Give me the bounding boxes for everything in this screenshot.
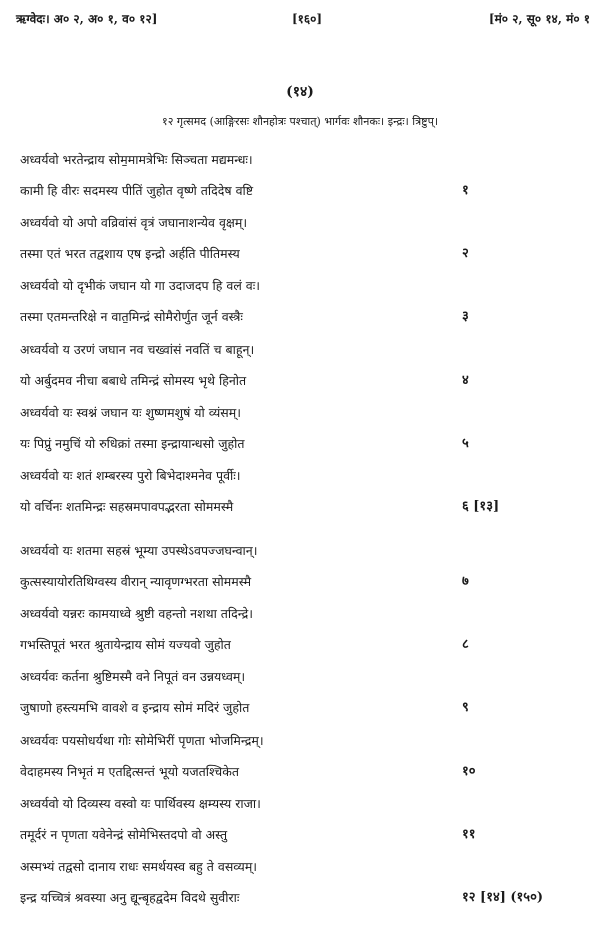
verse-number: ८ <box>462 637 469 652</box>
verse-line-second: जुषाणो हस्त्यमभि वावशे व इन्द्राय सोमं मदिरं जुहोत <box>20 700 250 715</box>
verse-line-second: तस्मा एतमन्तरिक्षे न वात॒मिन्द्रं सोमैरोर्णुत जूर्न वस्त्रैः <box>20 309 243 324</box>
verse-line-first: अध्वर्यवः पयसोधर्यथा गोः सोमेभिरीं पृणता भोजमिन्द्रम्। <box>20 733 264 748</box>
verse-number: ३ <box>462 309 469 324</box>
verse-line-first: अध्वर्यवो यन्नरः कामयाध्वे श्रुष्टी वहन्तो नशथा तदिन्द्रे। <box>20 606 254 621</box>
verse-line-second: तस्मा एतं भरत तद्वशाय एष इन्द्रो अर्हति पीतिमस्य <box>20 246 240 261</box>
verse-line-first: अध्वर्यवो यो दिव्यस्य वस्वो यः पार्थिवस्य क्षम्यस्य राजा। <box>20 796 261 811</box>
verse-line-second: तमूर्दरं न पृणता यवेनेन्द्रं सोमेभिस्तदपो वो अस्तु <box>20 827 228 842</box>
verse-line-second: यः पिप्रुं नमुचिं यो रुधिक्रां तस्मा इन्द्रायान्धसो जुहोत <box>20 436 245 451</box>
verse-line-second: कुत्सस्यायोरतिथिग्वस्य वीरान् न्यावृणग्भरता सोममस्मै <box>20 574 252 589</box>
verse-number: ९ <box>462 700 469 715</box>
verse-number: २ <box>462 246 469 261</box>
verse-number: ११ <box>462 827 476 842</box>
verse-line-first: अस्मभ्यं तद्वसो दानाय राधः समर्थयस्व बहु ते वसव्यम्। <box>20 859 258 874</box>
verse-line-first: अध्वर्यवो यः स्वश्नं जघान यः शुष्णमशुषं यो व्यंसम्। <box>20 405 241 420</box>
verse-number: ६ [१३] <box>462 499 500 514</box>
verse-line-second: वेदाहमस्य निभृतं म एतद्दित्सन्तं भूयो यजतश्चिकेत <box>20 764 239 779</box>
verse-line-second: इन्द्र यच्चित्रं श्रवस्या अनु द्यून्बृहद्वदेम विदथे सुवीराः <box>20 890 240 905</box>
sukta-meta: १२ गृत्समद (आङ्गिरसः शौनहोत्रः पश्चात्) भार्गवः शौनकः। इन्द्रः। त्रिष्टुप्। <box>161 115 439 128</box>
header-left-reference: ऋग्वेदः। अ० २, अ० १, व० १२] <box>16 12 158 26</box>
verse-line-first: अध्वर्यवो यो दृभीकं जघान यो गा उदाजदप हि वलं वः। <box>20 278 260 293</box>
verse-line-first: अध्वर्यवः कर्तना श्रुष्टिमस्मै वने निपूतं वन उन्नयध्वम्। <box>20 669 246 684</box>
verse-line-first: अध्वर्यवो यः शतं शम्बरस्य पुरो बिभेदाश्मनेव पूर्वीः। <box>20 468 241 483</box>
verse-number: ५ <box>462 436 469 451</box>
verse-line-second: कामी हि वीरः सदमस्य पीतिं जुहोत वृष्णे तदिदेष वष्टि <box>20 183 254 198</box>
verse-line-second: यो अर्बुदमव नीचा बबाधे तमिन्द्रं सोमस्य भृथे हिनोत <box>20 373 247 388</box>
verse-line-first: अध्वर्यवो यः शतमा सहस्रं भूम्या उपस्थेऽवपज्जघन्वान्। <box>20 543 258 558</box>
verse-number: १ <box>462 183 469 198</box>
running-header <box>16 10 590 32</box>
verse-number: १० <box>462 764 476 779</box>
verse-line-first: अध्वर्यवो यो अपो वव्रिवांसं वृत्रं जघानाशन्येव वृक्षम्। <box>20 215 248 230</box>
verse-line-second: यो वर्चिनः शतमिन्द्रः सहस्रमपावपद्भरता सोममस्मै <box>20 499 234 514</box>
header-right-reference: [मं० २, सू० १४, मं० १ <box>488 12 590 26</box>
verse-number: ४ <box>462 373 469 388</box>
verse-line-second: गभस्तिपूतं भरत श्रुतायेन्द्राय सोमं यज्यवो जुहोत <box>20 637 231 652</box>
verse-number: ७ <box>462 574 469 589</box>
page-number: [१६०] <box>292 12 323 26</box>
verse-line-first: अध्वर्यवो य उरणं जघान नव चख्वांसं नवतिं च बाहून्। <box>20 342 255 357</box>
sukta-number: (१४) <box>286 84 314 100</box>
verse-line-first: अध्वर्यवो भरतेन्द्राय सोम॒मामत्रेभिः सिञ्चता मद्यमन्धः। <box>20 152 253 167</box>
verse-number: १२ [१४] (१५०) <box>462 890 543 905</box>
